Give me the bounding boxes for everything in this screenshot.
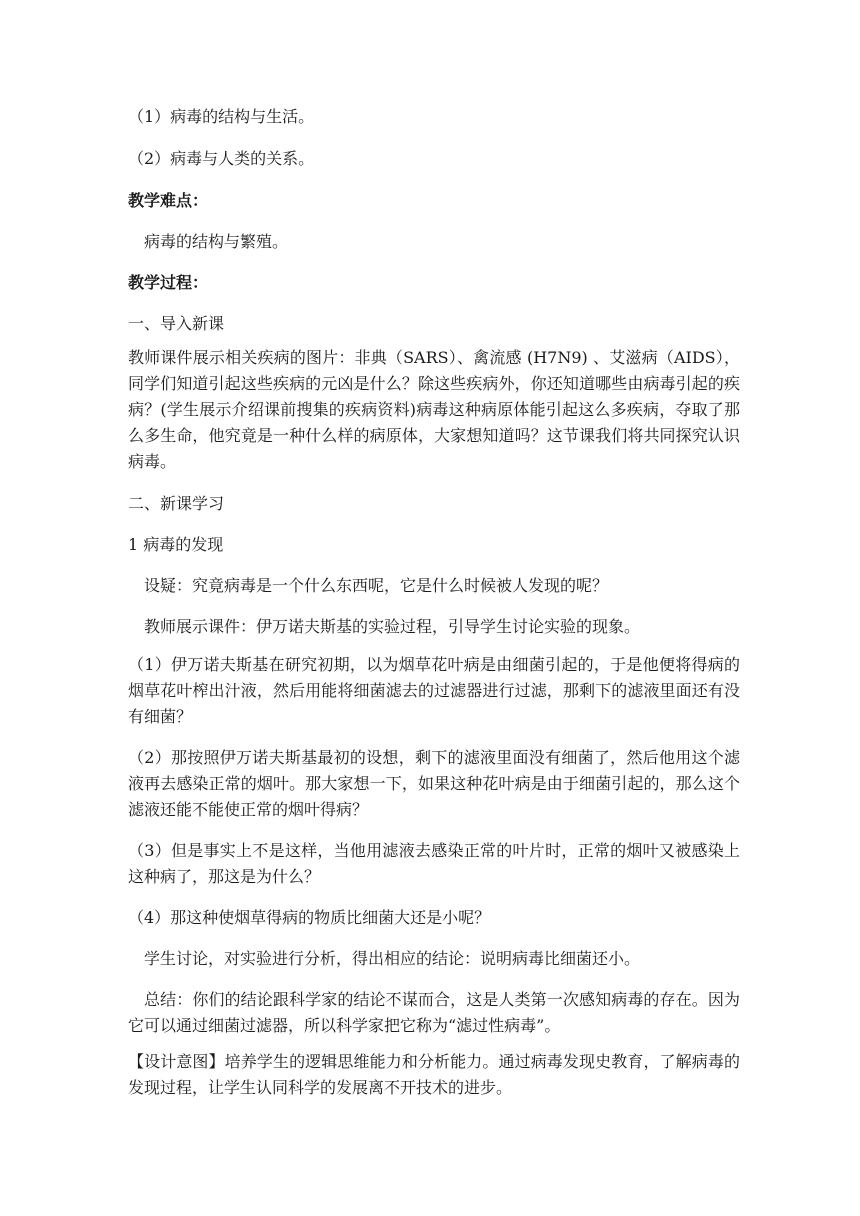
subsection-discovery-heading: 1 病毒的发现 [128, 535, 224, 554]
difficulty-text: 病毒的结构与繁殖。 [144, 232, 289, 251]
heading-difficulty: 教学难点： [128, 191, 209, 210]
design-intent-paragraph: 【设计意图】培养学生的逻辑思维能力和分析能力。通过病毒发现史教育，了解病毒的发现过程，让学生认同科学的发展离不开技术的进步。 [128, 1052, 740, 1097]
section-new-lesson-heading: 二、新课学习 [128, 494, 225, 513]
heading-process: 教学过程： [128, 273, 209, 292]
question-paragraph: 设疑：究竟病毒是一个什么东西呢，它是什么时候被人发现的呢？ [144, 576, 609, 595]
key-point-1: （1）病毒的结构与生活。 [128, 107, 315, 126]
step-1-paragraph: （1）伊万诺夫斯基在研究初期，以为烟草花叶病是由细菌引起的，于是他便将得病的烟草花叶榨出汁液，然后用能将细菌滤去的过滤器进行过滤，那剩下的滤液里面还有没有细菌？ [128, 655, 740, 726]
key-point-2: （2）病毒与人类的关系。 [128, 149, 315, 168]
discussion-paragraph: 学生讨论，对实验进行分析，得出相应的结论：说明病毒比细菌还小。 [144, 949, 641, 968]
step-4-paragraph: （4）那这种使烟草得病的物质比细菌大还是小呢？ [128, 908, 491, 927]
step-3-paragraph: （3）但是事实上不是这样，当他用滤液去感染正常的叶片时，正常的烟叶又被感染上这种病了，那这是为什么？ [128, 841, 740, 886]
step-2-paragraph: （2）那按照伊万诺夫斯基最初的设想，剩下的滤液里面没有细菌了，然后他用这个滤液再去感染正常的烟叶。那大家想一下，如果这种花叶病是由于细菌引起的，那么这个滤液还能不能使正常的烟叶得病？ [128, 748, 740, 819]
summary-paragraph: 总结：你们的结论跟科学家的结论不谋而合，这是人类第一次感知病毒的存在。因为它可以通过细菌过滤器，所以科学家把它称为“滤过性病毒”。 [128, 990, 740, 1035]
intro-paragraph: 教师课件展示相关疾病的图片：非典（SARS）、禽流感 (H7N9) 、艾滋病（AIDS），同学们知道引起这些疾病的元凶是什么？除这些疾病外，你还知道哪些由病毒引起的疾病？(学生展示介绍课前搜集的疾病资料)病毒这种病原体能引起这么多疾病，夺取了那么多生命，他究竟是一种什么样的病原体，大家想知道吗？这节课我们将共同探究认识病毒。 [128, 348, 740, 471]
section-intro-heading: 一、导入新课 [128, 314, 225, 333]
courseware-paragraph: 教师展示课件：伊万诺夫斯基的实验过程，引导学生讨论实验的现象。 [144, 617, 641, 636]
